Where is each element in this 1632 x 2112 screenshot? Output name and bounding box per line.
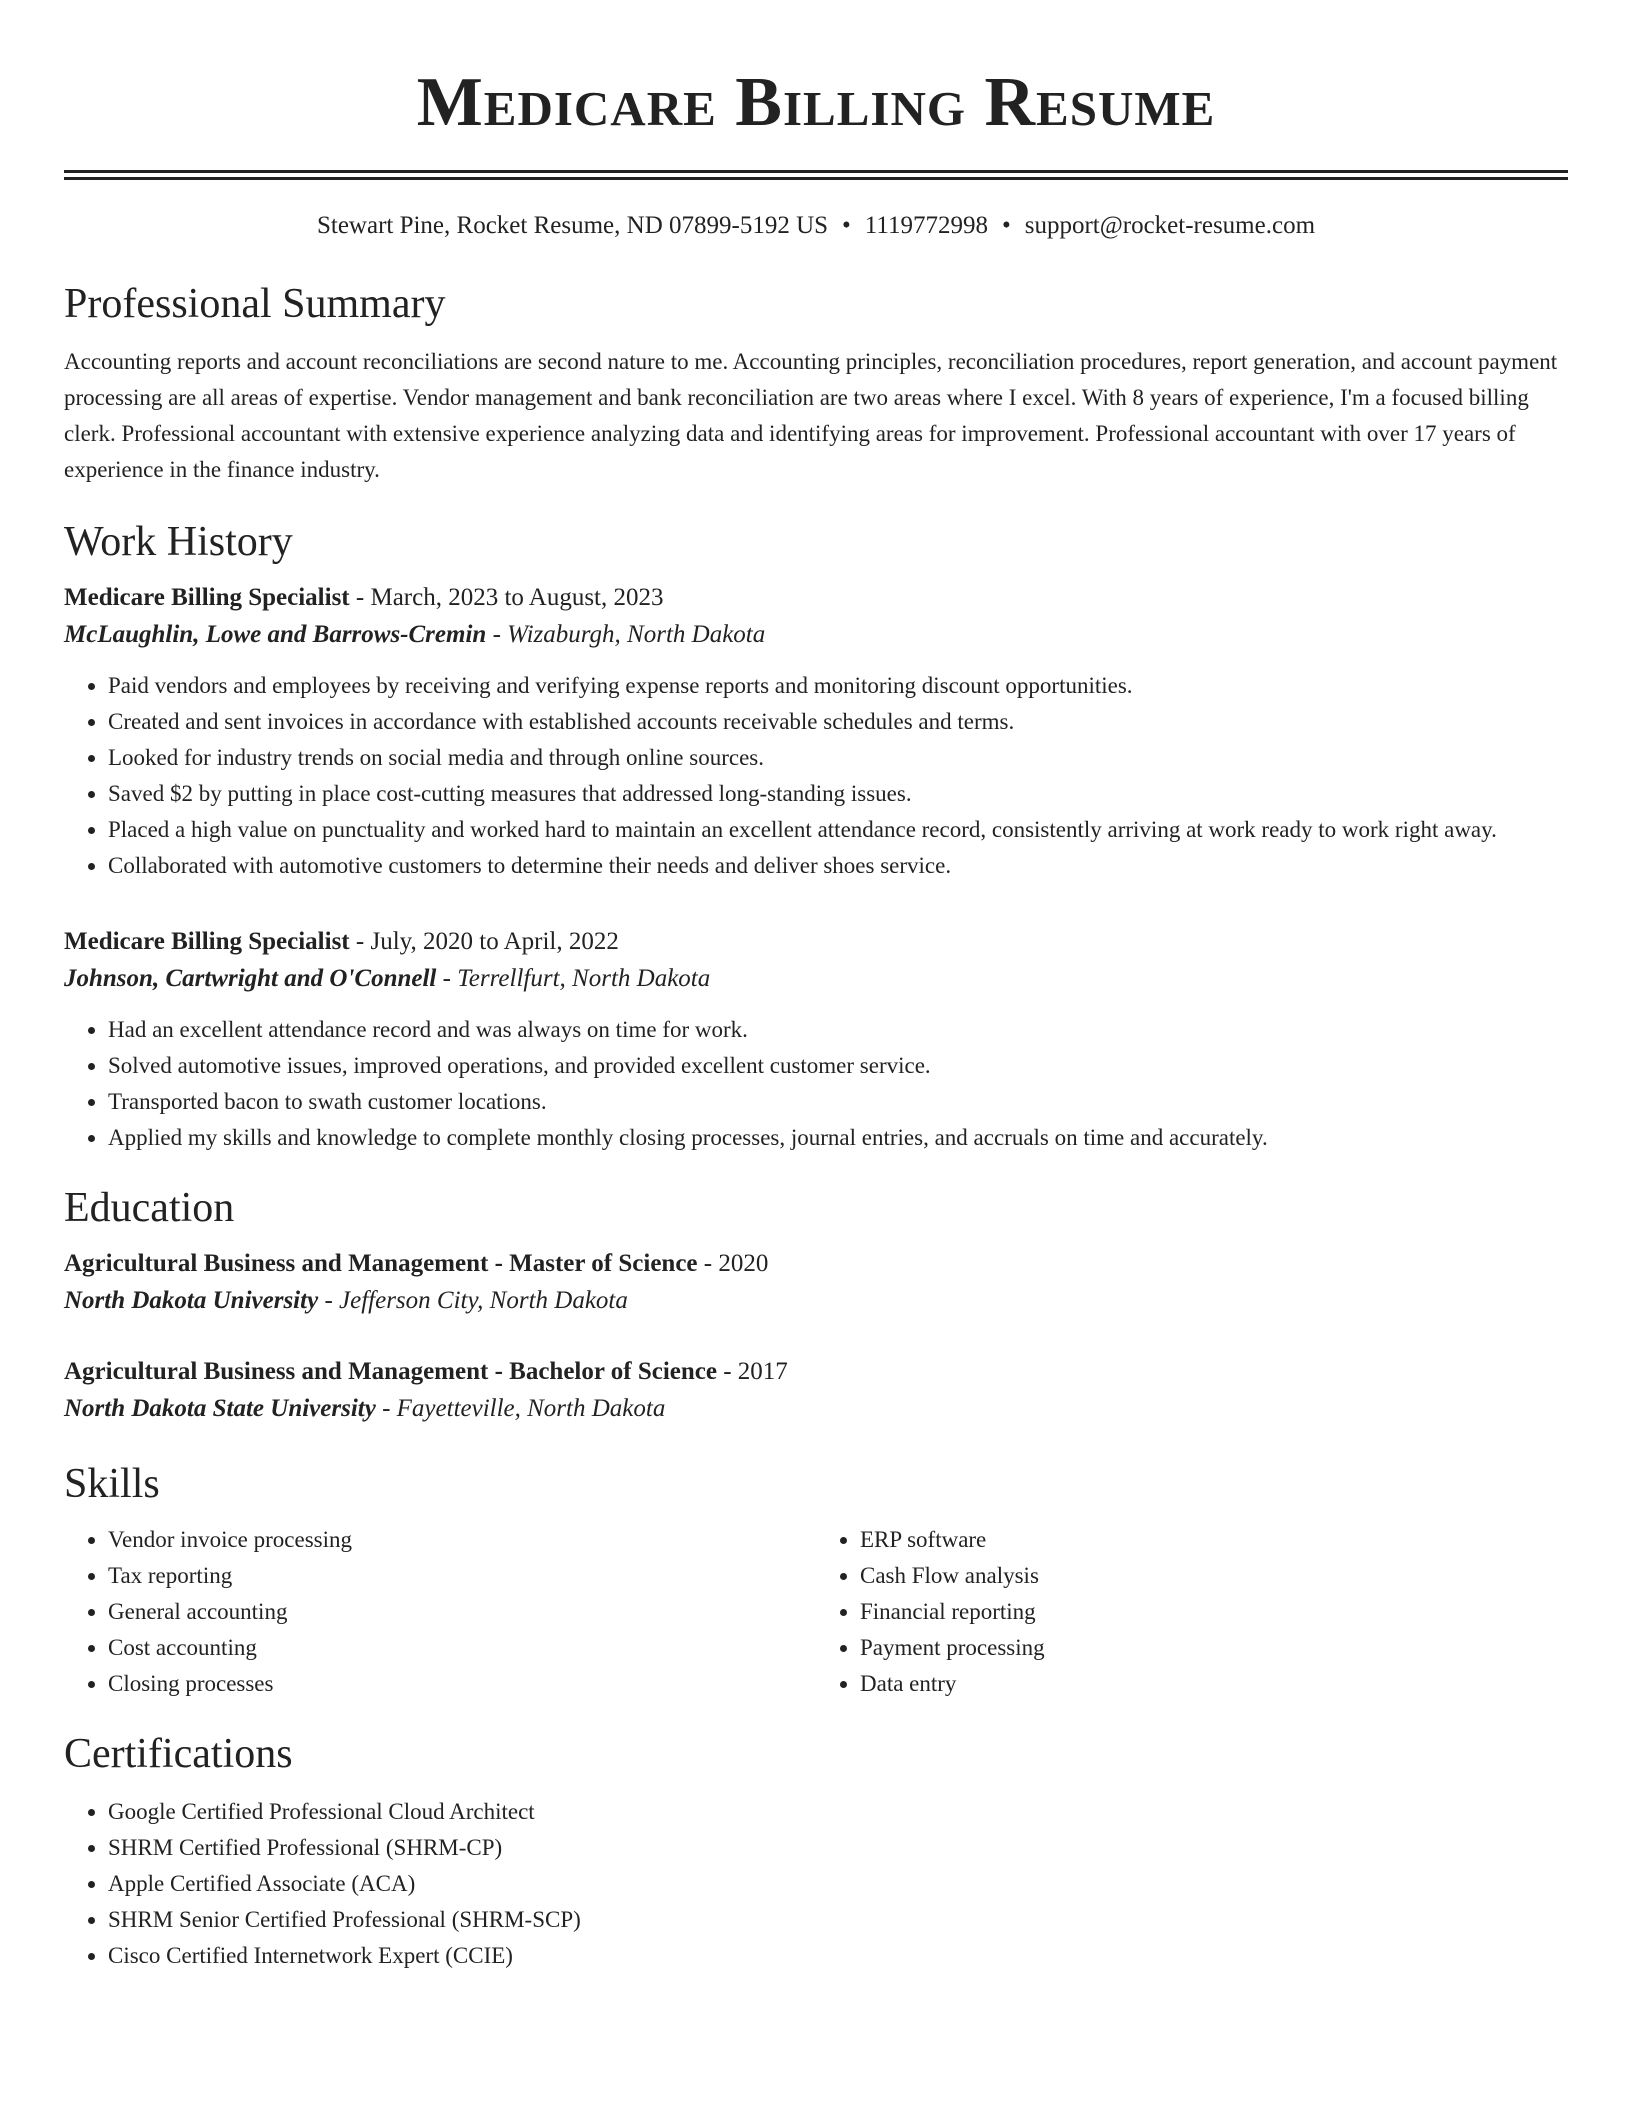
degree: Agricultural Business and Management - Master of Science (64, 1250, 698, 1277)
skill-item: • Vendor invoice processing (108, 1522, 816, 1558)
job-bullet: • Looked for industry trends on social media and through online sources. (108, 740, 1568, 776)
contact-address: Stewart Pine, Rocket Resume, ND 07899-5192 US (316, 212, 829, 239)
skill-item: • Data entry (860, 1666, 1568, 1702)
skill-item: • Tax reporting (108, 1558, 816, 1594)
certification-item: • Apple Certified Associate (ACA) (108, 1866, 1568, 1902)
skills-heading: Skills (64, 1461, 160, 1507)
school: North Dakota State University (64, 1395, 376, 1422)
degree-year: - 2017 (716, 1358, 788, 1385)
job-bullets (64, 668, 1568, 884)
degree-line (64, 1246, 1568, 1282)
job-entry (64, 580, 1568, 884)
summary-text: Accounting reports and account reconciliations are second nature to me. Accounting principles, reconciliation procedures, report generation, and account payment processing are all areas of expertise. Vendor management and bank reconciliation are two areas where I excel. With 8 years of experience, I'm a focused billing clerk. Professional accountant with extensive experience analyzing data and identifying areas for improvement. Professional accountant with over 17 years of experience in the finance industry. (64, 349, 1558, 482)
job-bullet: • Solved automotive issues, improved operations, and provided excellent customer service. (108, 1048, 1568, 1084)
certification-item: • Google Certified Professional Cloud Architect (108, 1794, 1568, 1830)
skill-item: • Closing processes (108, 1666, 816, 1702)
skill-item: • General accounting (108, 1594, 816, 1630)
job-dates: - July, 2020 to April, 2022 (349, 928, 619, 955)
skill-item: • Cash Flow analysis (860, 1558, 1568, 1594)
job-bullet: • Paid vendors and employees by receiving and verifying expense reports and monitoring discount opportunities. (108, 668, 1568, 704)
summary-heading: Professional Summary (64, 281, 446, 327)
job-bullet: • Had an excellent attendance record and was always on time for work. (108, 1012, 1568, 1048)
job-title-line (64, 924, 1568, 960)
school-location: - Fayetteville, North Dakota (375, 1395, 666, 1422)
job-company-line (64, 616, 1568, 654)
job-bullet: • Collaborated with automotive customers to determine their needs and deliver shoes service. (108, 848, 1568, 884)
job-title-line (64, 580, 1568, 616)
skills-column-left (64, 1522, 816, 1702)
contact-separator: • (1001, 212, 1011, 239)
skill-item: • Financial reporting (860, 1594, 1568, 1630)
degree: Agricultural Business and Management - Bachelor of Science (64, 1358, 717, 1385)
skill-item: • ERP software (860, 1522, 1568, 1558)
job-role: Medicare Billing Specialist (64, 584, 350, 611)
job-location: - Wizaburgh, North Dakota (486, 621, 766, 648)
school-line (64, 1390, 1568, 1428)
skill-item: • Cost accounting (108, 1630, 816, 1666)
job-company: Johnson, Cartwright and O'Connell (64, 965, 437, 992)
job-location: - Terrellfurt, North Dakota (436, 965, 711, 992)
job-bullet: • Created and sent invoices in accordance with established accounts receivable schedules and terms. (108, 704, 1568, 740)
job-role: Medicare Billing Specialist (64, 928, 350, 955)
contact-line (64, 210, 1568, 242)
job-bullet: • Saved $2 by putting in place cost-cutting measures that addressed long-standing issues. (108, 776, 1568, 812)
skills-column-right (816, 1522, 1568, 1702)
skill-item: • Payment processing (860, 1630, 1568, 1666)
certification-item: • Cisco Certified Internetwork Expert (CCIE) (108, 1938, 1568, 1974)
title-divider (64, 170, 1568, 180)
job-dates: - March, 2023 to August, 2023 (349, 584, 664, 611)
job-bullet: • Placed a high value on punctuality and worked hard to maintain an excellent attendance record, consistently arriving at work ready to work right away. (108, 812, 1568, 848)
school-location: - Jefferson City, North Dakota (318, 1287, 628, 1314)
resume-title: Medicare Billing Resume (416, 64, 1216, 141)
education-heading: Education (64, 1185, 235, 1231)
education-entry (64, 1354, 1568, 1428)
school-line (64, 1282, 1568, 1320)
job-bullet: • Applied my skills and knowledge to complete monthly closing processes, journal entries, and accruals on time and accurately. (108, 1120, 1568, 1156)
certification-item: • SHRM Certified Professional (SHRM-CP) (108, 1830, 1568, 1866)
job-entry (64, 924, 1568, 1156)
degree-year: - 2020 (697, 1250, 769, 1277)
degree-line (64, 1354, 1568, 1390)
contact-phone: 1119772998 (864, 212, 988, 239)
skills-grid (64, 1522, 1568, 1702)
contact-email[interactable]: support@rocket-resume.com (1024, 212, 1316, 239)
job-bullet: • Transported bacon to swath customer locations. (108, 1084, 1568, 1120)
job-bullets (64, 1012, 1568, 1156)
certification-item: • SHRM Senior Certified Professional (SHRM-SCP) (108, 1902, 1568, 1938)
work-history-heading: Work History (64, 519, 293, 565)
resume-page (64, 0, 1568, 1974)
education-entry (64, 1246, 1568, 1320)
job-company-line (64, 960, 1568, 998)
school: North Dakota University (64, 1287, 319, 1314)
certifications-heading: Certifications (64, 1731, 293, 1777)
certifications-list (64, 1794, 1568, 1974)
job-company: McLaughlin, Lowe and Barrows-Cremin (64, 621, 487, 648)
contact-separator: • (842, 212, 851, 239)
